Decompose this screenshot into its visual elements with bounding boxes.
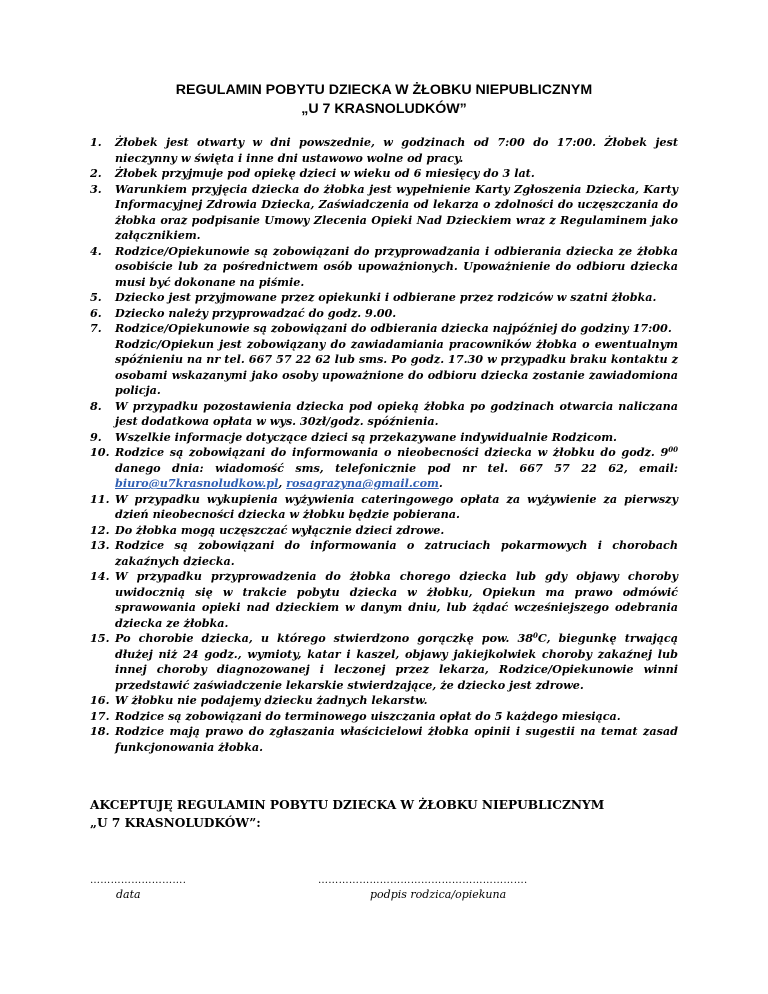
rule-item <box>90 306 678 322</box>
rule-text: W przypadku pozostawienia dziecka pod opieką żłobka po godzinach otwarcia naliczana jest dodatkowa opłata w wys. 30zł/godz. spóźnienia. <box>115 398 678 428</box>
rule-text: Rodzice/Opiekunowie są zobowiązani do odbierania dziecka najpóźniej do godziny 17:00. <box>115 321 672 335</box>
rule-item <box>90 445 678 492</box>
rule-number: 18. <box>90 724 110 738</box>
rule-text: Do żłobka mogą uczęszczać wyłącznie dzieci zdrowe. <box>115 522 445 537</box>
email-link-rosagrazyna[interactable]: rosagrazyna@gmail.com <box>286 476 439 490</box>
rules-list <box>90 135 678 755</box>
rule-number: 12. <box>90 522 110 537</box>
acceptance-statement <box>90 796 710 832</box>
rule-text: Wszelkie informacje dotyczące dzieci są przekazywane indywidualnie Rodzicom. <box>115 429 617 444</box>
rule-text: Rodzice mają prawo do zgłaszania właścicielowi żłobka opinii i sugestii na temat zasad funkcjonowania żłobka. <box>115 724 678 754</box>
rule-item <box>90 709 678 725</box>
rule-text <box>115 445 678 492</box>
rule-text: Żłobek przyjmuje pod opiekę dzieci w wieku od 6 miesięcy do 3 lat. <box>115 166 535 180</box>
degree-superscript: 0 <box>533 631 538 640</box>
acceptance-line-2: „U 7 KRASNOLUDKÓW”: <box>90 816 261 830</box>
rule-item <box>90 724 678 755</box>
rule-text: Żłobek jest otwarty w dni powszednie, w godzinach od 7:00 do 17:00. Żłobek jest nieczynny w święta i inne dni ustawowo wolne od pracy. <box>115 135 678 165</box>
rule-text: Rodzice są zobowiązani do terminowego uiszczania opłat do 5 każdego miesiąca. <box>115 708 621 723</box>
rule-text: W przypadku przyprowadzenia do żłobka chorego dziecka lub gdy objawy choroby uwidocznią się w trakcie pobytu dziecka w żłobku, Opiekun ma prawo odmówić sprawowania opieki nad dzieckiem w danym dniu, lub żądać wcześniejszego odebrania dziecka ze żłobka. <box>115 569 678 630</box>
rule-text: W przypadku wykupienia wyżywienia cateringowego opłata za wyżywienie za pierwszy dzień nieobecności dziecka w żłobku będzie pobierana. <box>115 491 678 521</box>
email-link-biuro[interactable]: biuro@u7krasnoludkow.pl <box>115 476 279 490</box>
rule-number: 4. <box>90 243 102 258</box>
parent-signature-dotted-line: ……………………………………………………. <box>318 875 528 886</box>
rule-text-part: danego dnia: wiadomość sms, telefonicznie pod nr tel. 667 57 22 62, email: <box>115 460 678 475</box>
rule-number: 8. <box>90 398 102 413</box>
rule-item <box>90 290 678 306</box>
rule-text: Dziecko należy przyprowadzać do godz. 9.00. <box>115 305 397 320</box>
rule-number: 10. <box>90 445 110 459</box>
rule-item <box>90 538 678 569</box>
rule-number: 6. <box>90 305 102 320</box>
title-line-1: REGULAMIN POBYTU DZIECKA W ŻŁOBKU NIEPUBLICZNYM <box>175 82 593 98</box>
rule-text: Warunkiem przyjęcia dziecka do żłobka jest wypełnienie Karty Zgłoszenia Dziecka, Karty Informacyjnej Zdrowia Dziecka, Zaświadczenia od lekarza o zdolności do uczęszczania do żłobka oraz podpisanie Umowy Zlecenia Opieki Nad Dzieckiem wraz z Regulaminem jako załącznikiem. <box>115 181 678 242</box>
rule-number: 11. <box>90 491 110 506</box>
rule-item <box>90 693 678 709</box>
document-title <box>0 81 768 119</box>
title-line-2: „U 7 KRASNOLUDKÓW” <box>301 101 467 117</box>
time-superscript: 00 <box>668 445 678 454</box>
rule-number: 5. <box>90 290 102 304</box>
email-separator: , <box>278 476 287 490</box>
rule-text: W żłobku nie podajemy dziecku żadnych lekarstw. <box>115 693 428 707</box>
rule-number: 9. <box>90 429 102 444</box>
rule-text-end: . <box>438 476 443 490</box>
rule-number: 17. <box>90 708 110 723</box>
rule-text: Rodzice są zobowiązani do informowania o zatruciach pokarmowych i chorobach zakaźnych dziecka. <box>115 538 678 568</box>
rule-number: 13. <box>90 538 110 552</box>
rule-text-part: Rodzice są zobowiązani do informowania o nieobecności dziecka w żłobku do godz. 9 <box>115 445 669 459</box>
rule-number: 15. <box>90 631 110 645</box>
rule-text-part: Po chorobie dziecka, u którego stwierdzono gorączkę pow. 38 <box>115 631 534 645</box>
parent-signature-label: podpis rodzica/opiekuna <box>370 888 507 901</box>
rule-item <box>90 430 678 446</box>
rule-text-continued: Rodzic/Opiekun jest zobowiązany do zawiadamiania pracowników żłobka o ewentualnym spóźnieniu na nr tel. 667 57 22 62 lub sms. Po godz. 17.30 w przypadku braku kontaktu z osobami wskazanymi jako osoby upoważnione do odbioru dziecka zostanie zawiadomiona policja. <box>115 336 678 397</box>
rule-item <box>90 631 678 693</box>
rule-number: 14. <box>90 569 110 583</box>
rule-text: Dziecko jest przyjmowane przez opiekunki i odbierane przez rodziców w szatni żłobka. <box>115 290 657 304</box>
rule-item <box>90 166 678 182</box>
rule-number: 2. <box>90 166 102 180</box>
rule-text <box>115 631 678 693</box>
rule-text-part: C, biegunkę trwającą dłużej niż 24 godz., wymioty, katar i kaszel, objawy jakiejkolwiek choroby zakaźnej lub innej choroby diagnozowanej i leczonej przez lekarza, Rodzice/Opiekunowie winni przedstawić zaświadczenie lekarskie stwierdzające, że dziecko jest zdrowe. <box>115 631 678 692</box>
rule-item <box>90 569 678 631</box>
parent-signature-field[interactable] <box>318 874 558 902</box>
rule-number: 3. <box>90 181 102 196</box>
rule-item <box>90 244 678 291</box>
rule-item <box>90 321 678 399</box>
rule-item <box>90 399 678 430</box>
rule-number: 7. <box>90 321 102 335</box>
rule-item <box>90 523 678 539</box>
rule-item <box>90 182 678 244</box>
date-dotted-line: ………………………. <box>90 875 187 886</box>
acceptance-line-1: AKCEPTUJĘ REGULAMIN POBYTU DZIECKA W ŻŁOBKU NIEPUBLICZNYM <box>90 798 605 812</box>
rule-text: Rodzice/Opiekunowie są zobowiązani do przyprowadzania i odbierania dziecka ze żłobka osobiście lub za pośrednictwem osób upoważnionych. Upoważnienie do odbioru dziecka musi być dokonane na piśmie. <box>115 243 678 289</box>
rule-item <box>90 135 678 166</box>
rule-item <box>90 492 678 523</box>
date-label: data <box>116 888 141 901</box>
date-signature-field[interactable] <box>90 874 190 902</box>
rule-number: 1. <box>90 135 102 149</box>
rule-number: 16. <box>90 693 110 707</box>
